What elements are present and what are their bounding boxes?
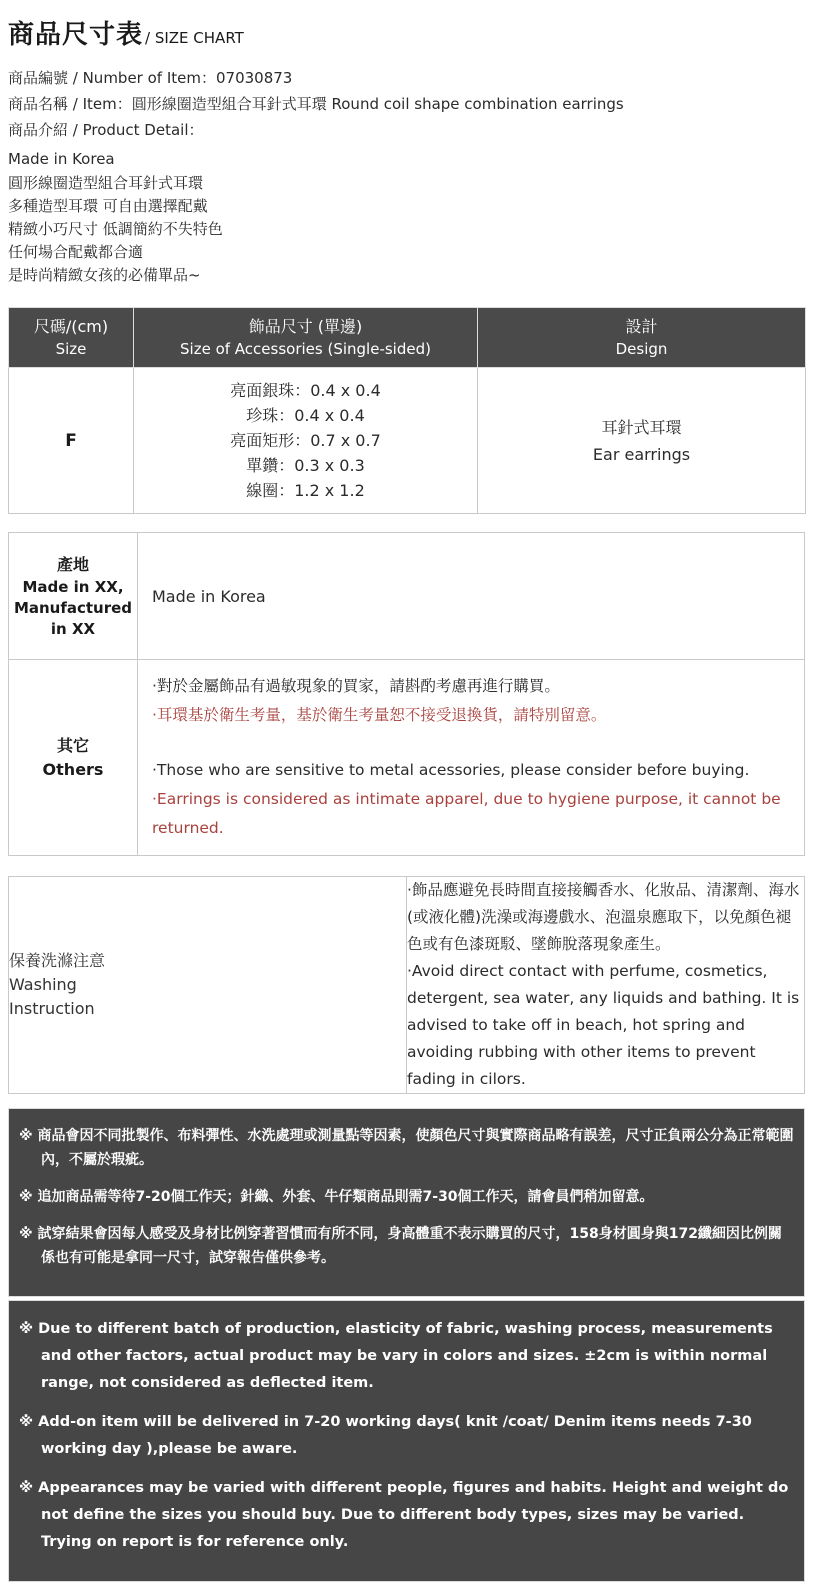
notice-box-english: [8, 1300, 805, 1582]
others-label-en: Others: [42, 759, 104, 779]
notice-en: ※ Add-on item will be delivered in 7-20 working days( knit /coat/ Denim items needs 7-30 working day ),please be aware.: [19, 1414, 752, 1457]
washing-label-en-2: Instruction: [9, 999, 95, 1018]
others-note-en: ·Those who are sensitive to metal acessories, please consider before buying.: [152, 761, 750, 779]
origin-label-line: in XX: [50, 619, 96, 638]
dimension-line: 線圈：1.2 x 1.2: [246, 481, 365, 500]
size-value-cell: [9, 368, 134, 514]
product-detail-description: [8, 147, 805, 287]
others-label-zh: 其它: [56, 735, 89, 755]
others-value-cell: [138, 660, 805, 856]
notice-zh: ※ 追加商品需等待7-20個工作天；針織、外套、牛仔類商品則需7-30個工作天，請會員們稍加留意。: [19, 1189, 654, 1205]
size-chart-data-row: [9, 368, 806, 514]
washing-instruction-table: [8, 876, 805, 1094]
washing-note-en: ·Avoid direct contact with perfume, cosmetics, detergent, sea water, any liquids and bathing. It is advised to take off in beach, hot spring and avoiding rubbing with other items to prevent fading in cilors.: [407, 962, 800, 1088]
dimension-line: 珍珠：0.4 x 0.4: [246, 406, 365, 425]
page-title: [8, 14, 805, 51]
spacer: [152, 730, 790, 756]
washing-label-cell: [9, 877, 407, 1094]
washing-row: [9, 877, 805, 1094]
size-value: F: [65, 430, 77, 451]
size-chart-table: [8, 307, 806, 514]
design-column-header: [478, 308, 806, 368]
detail-line: 多種造型耳環 可自由選擇配戴: [8, 197, 208, 215]
detail-line: 任何場合配戴都合適: [8, 243, 144, 261]
origin-label-zh: 產地: [56, 554, 89, 574]
size-column-header: [9, 308, 134, 368]
size-column-header-zh: 尺碼/(cm): [33, 317, 109, 336]
design-zh: 耳針式耳環: [601, 417, 682, 437]
origin-value-cell: [138, 533, 805, 660]
washing-label-zh: 保養洗滌注意: [9, 951, 106, 970]
washing-note-zh: ·飾品應避免長時間直接接觸香水、化妝品、清潔劑、海水(或液化體)洗澡或海邊戲水、泡溫泉應取下，以免顏色褪色或有色漆斑駁、墜飾脫落現象產生。: [407, 881, 800, 953]
notice-box-chinese: [8, 1108, 805, 1297]
notice-zh: ※ 試穿結果會因每人感受及身材比例穿著習慣而有所不同，身高體重不表示購買的尺寸，158身材圓身與172纖細因比例關係也有可能是拿同一尺寸，試穿報告僅供參考。: [19, 1226, 782, 1266]
design-column-header-zh: 設計: [625, 317, 658, 336]
origin-others-table: [8, 532, 805, 856]
dimension-line: 亮面銀珠：0.4 x 0.4: [230, 381, 381, 400]
notice-en: ※ Appearances may be varied with different people, figures and habits. Height and weight do not define the sizes you should buy. Due to different body types, sizes may be varied. Trying on report is for reference only.: [19, 1480, 789, 1550]
origin-label-line: Made in XX,: [22, 577, 124, 596]
others-row: [9, 660, 805, 856]
origin-value: Made in Korea: [152, 586, 266, 606]
design-column-header-en: Design: [615, 340, 668, 358]
product-detail-label: 商品介紹 / Product Detail：: [8, 121, 204, 139]
others-note-en-warning: ·Earrings is considered as intimate apparel, due to hygiene purpose, it cannot be returned.: [152, 790, 781, 837]
page-title-zh: 商品尺寸表: [8, 20, 144, 50]
washing-label-en-1: Washing: [9, 975, 77, 994]
notice-en: ※ Due to different batch of production, elasticity of fabric, washing process, measurements and other factors, actual product may be vary in colors and sizes. ±2cm is within normal range, not considered as deflected item.: [19, 1321, 773, 1391]
dimensions-cell: [134, 368, 478, 514]
notice-zh: ※ 商品會因不同批製作、布料彈性、水洗處理或測量點等因素，使顏色尺寸與實際商品略有誤差，尺寸正負兩公分為正常範圍內，不屬於瑕疵。: [19, 1128, 794, 1168]
size-chart-header-row: [9, 308, 806, 368]
detail-line: 圓形線圈造型組合耳針式耳環: [8, 174, 204, 192]
others-note-zh-warning: ·耳環基於衛生考量，基於衛生考量恕不接受退換貨，請特別留意。: [152, 706, 607, 724]
design-en: Ear earrings: [592, 444, 691, 464]
others-note-zh: ·對於金屬飾品有過敏現象的買家，請斟酌考慮再進行購買。: [152, 677, 560, 695]
others-label-cell: [9, 660, 138, 856]
dimension-line: 單鑽：0.3 x 0.3: [246, 456, 365, 475]
detail-line: Made in Korea: [8, 150, 115, 168]
dimension-line: 亮面矩形：0.7 x 0.7: [230, 431, 381, 450]
size-column-header-en: Size: [55, 340, 87, 358]
detail-line: 是時尚精緻女孩的必備單品~: [8, 266, 201, 284]
origin-label-line: Manufactured: [13, 598, 133, 617]
origin-label-cell: [9, 533, 138, 660]
page-title-en: / SIZE CHART: [145, 29, 244, 47]
dimensions-column-header-zh: 飾品尺寸 (單邊): [248, 317, 363, 336]
design-cell: [478, 368, 806, 514]
dimensions-column-header-en: Size of Accessories (Single-sided): [180, 340, 431, 358]
detail-line: 精緻小巧尺寸 低調簡約不失特色: [8, 220, 223, 238]
washing-value-cell: [407, 877, 805, 1094]
dimensions-column-header: [134, 308, 478, 368]
origin-row: [9, 533, 805, 660]
item-name-line: 商品名稱 / Item：圓形線圈造型組合耳針式耳環 Round coil shape combination earrings: [8, 95, 624, 113]
item-number-line: 商品編號 / Number of Item：07030873: [8, 69, 293, 87]
